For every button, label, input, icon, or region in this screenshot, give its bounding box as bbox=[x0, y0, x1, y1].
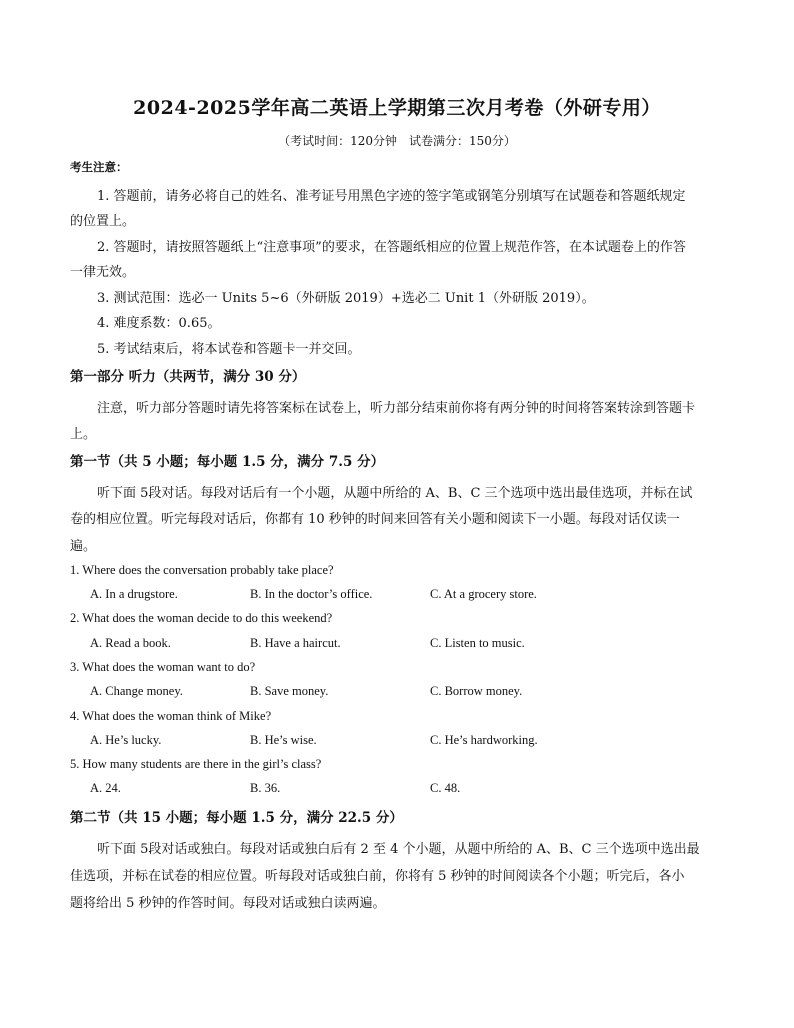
option-b: B. In the doctor’s office. bbox=[250, 587, 373, 601]
notice-line: 2. 答题时，请按照答题纸上“注意事项”的要求，在答题纸相应的位置上规范作答，在本试题卷上的作答 bbox=[97, 240, 686, 255]
section2-intro-line: 题将给出 5 秒钟的作答时间。每段对话或独白读两遍。 bbox=[70, 896, 386, 911]
question-stem: 5. How many students are there in the girl’s class? bbox=[70, 757, 322, 771]
option-b: B. 36. bbox=[250, 781, 281, 795]
option-c: C. Listen to music. bbox=[430, 636, 525, 650]
part1-intro-line: 上。 bbox=[70, 427, 97, 442]
option-c: C. 48. bbox=[430, 781, 461, 795]
exam-title: 2024-2025学年高二英语上学期第三次月考卷（外研专用） bbox=[133, 97, 661, 119]
section1-heading: 第一节（共 5 小题；每小题 1.5 分，满分 7.5 分） bbox=[70, 454, 385, 470]
notice-line: 的位置上。 bbox=[70, 214, 136, 229]
option-c: C. At a grocery store. bbox=[430, 587, 537, 601]
notice-line: 4. 难度系数：0.65。 bbox=[97, 316, 221, 331]
section2-heading: 第二节（共 15 小题；每小题 1.5 分，满分 22.5 分） bbox=[70, 810, 403, 826]
option-c: C. Borrow money. bbox=[430, 684, 523, 698]
option-c: C. He’s hardworking. bbox=[430, 733, 538, 747]
part1-heading: 第一部分 听力（共两节，满分 30 分） bbox=[70, 369, 306, 385]
question-stem: 2. What does the woman decide to do this weekend? bbox=[70, 611, 333, 625]
option-b: B. Have a haircut. bbox=[250, 636, 341, 650]
question-stem: 4. What does the woman think of Mike? bbox=[70, 709, 272, 723]
section2-intro-line: 佳选项，并标在试卷的相应位置。听每段对话或独白前，你将有 5 秒钟的时间阅读各个小题；听完后，各小 bbox=[70, 869, 685, 884]
section1-intro-line: 听下面 5段对话。每段对话后有一个小题，从题中所给的 A、B、C 三个选项中选出最佳选项，并标在试 bbox=[97, 486, 693, 501]
notice-line: 5. 考试结束后，将本试卷和答题卡一并交回。 bbox=[97, 342, 361, 357]
option-a: A. Read a book. bbox=[90, 636, 171, 650]
notice-heading: 考生注意： bbox=[70, 160, 128, 174]
option-a: A. He’s lucky. bbox=[90, 733, 162, 747]
option-b: B. Save money. bbox=[250, 684, 329, 698]
option-a: A. 24. bbox=[90, 781, 121, 795]
notice-line: 一律无效。 bbox=[70, 265, 136, 280]
exam-subtitle: （考试时间：120分钟 试卷满分：150分） bbox=[278, 134, 516, 148]
question-stem: 1. Where does the conversation probably take place? bbox=[70, 563, 334, 577]
option-a: A. Change money. bbox=[90, 684, 183, 698]
part1-intro-line: 注意，听力部分答题时请先将答案标在试卷上，听力部分结束前你将有两分钟的时间将答案转涂到答题卡 bbox=[97, 401, 696, 416]
notice-line: 3. 测试范围：选必一 Units 5~6（外研版 2019）+选必二 Unit 1（外研版 2019）。 bbox=[97, 291, 595, 306]
option-b: B. He’s wise. bbox=[250, 733, 317, 747]
option-a: A. In a drugstore. bbox=[90, 587, 178, 601]
section1-intro-line: 卷的相应位置。听完每段对话后，你都有 10 秒钟的时间来回答有关小题和阅读下一小题。每段对话仅读一 bbox=[70, 512, 680, 527]
question-stem: 3. What does the woman want to do? bbox=[70, 660, 256, 674]
section1-intro-line: 遍。 bbox=[70, 539, 97, 554]
section2-intro-line: 听下面 5段对话或独白。每段对话或独白后有 2 至 4 个小题，从题中所给的 A、B、C 三个选项中选出最 bbox=[97, 842, 700, 857]
notice-line: 1. 答题前，请务必将自己的姓名、准考证号用黑色字迹的签字笔或钢笔分别填写在试题卷和答题纸规定 bbox=[97, 189, 686, 204]
